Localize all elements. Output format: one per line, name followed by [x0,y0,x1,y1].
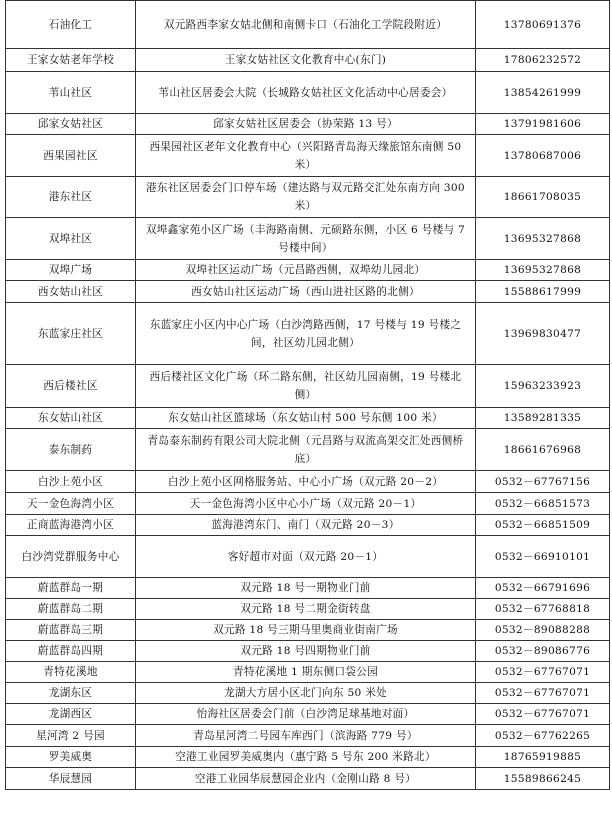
community-cell: 西女姑山社区 [6,281,136,303]
table-row [6,662,610,683]
location-cell: 双元路 18 号三期马里奥商业街南广场 [136,620,476,641]
table-row [6,49,610,72]
table-row [6,641,610,662]
community-cell: 龙湖东区 [6,683,136,704]
location-cell: 王家女姑社区文化教育中心(东门) [136,49,476,72]
location-cell: 西女姑山社区运动广场（西山进社区路的北侧） [136,281,476,303]
phone-cell: 13780691376 [476,1,610,49]
community-cell: 正商蓝海港湾小区 [6,515,136,536]
table-row [6,281,610,303]
table-row [6,747,610,768]
community-cell: 天一金色海湾小区 [6,493,136,515]
table-row [6,408,610,429]
phone-cell: 13695327868 [476,260,610,281]
community-cell: 青特花溪地 [6,662,136,683]
location-cell: 双元路 18 号二期金街转盘 [136,599,476,620]
phone-cell: 13854261999 [476,72,610,114]
community-cell: 泰东制药 [6,429,136,471]
location-cell: 苇山社区居委会大院（长城路女姑社区文化活动中心居委会） [136,72,476,114]
phone-cell: 13969830477 [476,303,610,365]
table-row [6,114,610,135]
community-cell: 星河湾 2 号园 [6,725,136,747]
location-cell: 西果园社区老年文化教育中心（兴阳路青岛海天缘旅馆东南侧 50 米） [136,135,476,177]
community-cell: 蔚蓝群岛二期 [6,599,136,620]
community-cell: 苇山社区 [6,72,136,114]
phone-cell: 13589281335 [476,408,610,429]
community-cell: 西后楼社区 [6,365,136,408]
phone-cell: 0532－67767071 [476,662,610,683]
community-cell: 白沙湾党群服务中心 [6,536,136,578]
phone-cell: 15588617999 [476,281,610,303]
community-cell: 蔚蓝群岛一期 [6,578,136,599]
location-cell: 东女姑山社区篮球场（东女姑山村 500 号东侧 100 米） [136,408,476,429]
table-row [6,177,610,218]
location-cell: 双埠鑫家苑小区广场（丰海路南侧、元硕路东侧，小区 6 号楼与 7 号楼中间） [136,218,476,260]
table-row [6,536,610,578]
table-row [6,429,610,471]
location-cell: 青特花溪地 1 期东侧口袋公园 [136,662,476,683]
phone-cell: 0532－66910101 [476,536,610,578]
location-cell: 青岛泰东制药有限公司大院北侧（元昌路与双流高架交汇处西侧桥底） [136,429,476,471]
table-row [6,303,610,365]
table-row [6,683,610,704]
table-row [6,471,610,493]
location-cell: 龙湖大方居小区北门向东 50 米处 [136,683,476,704]
table-row [6,365,610,408]
table-row [6,260,610,281]
location-cell: 双元路 18 号四期物业门前 [136,641,476,662]
phone-cell: 0532－66851509 [476,515,610,536]
location-cell: 双元路西李家女姑北侧和南侧卡口（石油化工学院段附近） [136,1,476,49]
community-cell: 港东社区 [6,177,136,218]
location-cell: 天一金色海湾小区中心小广场（双元路 20－1） [136,493,476,515]
site-table-body [6,1,610,790]
phone-cell: 13791981606 [476,114,610,135]
community-cell: 石油化工 [6,1,136,49]
community-cell: 华辰慧园 [6,768,136,790]
table-row [6,768,610,790]
phone-cell: 15589866245 [476,768,610,790]
table-row [6,135,610,177]
location-cell: 邱家女姑社区居委会（协荣路 13 号） [136,114,476,135]
phone-cell: 13780687006 [476,135,610,177]
location-cell: 西后楼社区文化广场（环二路东侧，社区幼儿园南侧，19 号楼北侧） [136,365,476,408]
community-cell: 王家女姑老年学校 [6,49,136,72]
table-row [6,1,610,49]
phone-cell: 0532－67767071 [476,704,610,725]
phone-cell: 0532－67768818 [476,599,610,620]
phone-cell: 18661676968 [476,429,610,471]
community-cell: 双埠广场 [6,260,136,281]
location-cell: 空港工业园华辰慧园企业内（金刚山路 8 号） [136,768,476,790]
phone-cell: 0532－67762265 [476,725,610,747]
community-cell: 龙湖西区 [6,704,136,725]
table-row [6,725,610,747]
location-cell: 空港工业园罗美威奥内（惠宁路 5 号东 200 米路北） [136,747,476,768]
site-table [5,0,610,790]
phone-cell: 17806232572 [476,49,610,72]
community-cell: 双埠社区 [6,218,136,260]
phone-cell: 0532－67767156 [476,471,610,493]
location-cell: 客好超市对面（双元路 20－1） [136,536,476,578]
location-cell: 双元路 18 号一期物业门前 [136,578,476,599]
location-cell: 青岛星河湾二号园车库西门（滨海路 779 号） [136,725,476,747]
community-cell: 蔚蓝群岛四期 [6,641,136,662]
location-cell: 双埠社区运动广场（元昌路西侧，双埠幼儿园北） [136,260,476,281]
phone-cell: 0532－67767071 [476,683,610,704]
phone-cell: 0532－89088288 [476,620,610,641]
community-cell: 邱家女姑社区 [6,114,136,135]
location-cell: 东蓝家庄小区内中心广场（白沙湾路西侧，17 号楼与 19 号楼之间，社区幼儿园北侧） [136,303,476,365]
community-cell: 东蓝家庄社区 [6,303,136,365]
community-cell: 白沙上苑小区 [6,471,136,493]
location-cell: 白沙上苑小区网格服务站、中心小广场（双元路 20－2） [136,471,476,493]
table-row [6,72,610,114]
phone-cell: 18661708035 [476,177,610,218]
table-row [6,578,610,599]
community-cell: 西果园社区 [6,135,136,177]
table-row [6,620,610,641]
phone-cell: 0532－66851573 [476,493,610,515]
community-cell: 蔚蓝群岛三期 [6,620,136,641]
phone-cell: 0532－89086776 [476,641,610,662]
table-row [6,704,610,725]
table-row [6,493,610,515]
location-cell: 港东社区居委会门口停车场（建达路与双元路交汇处东南方向 300 米） [136,177,476,218]
phone-cell: 13695327868 [476,218,610,260]
location-cell: 怡海社区居委会门前（白沙湾足球基地对面） [136,704,476,725]
phone-cell: 0532－66791696 [476,578,610,599]
phone-cell: 18765919885 [476,747,610,768]
table-row [6,515,610,536]
table-row [6,218,610,260]
phone-cell: 15963233923 [476,365,610,408]
table-row [6,599,610,620]
community-cell: 罗美威奥 [6,747,136,768]
community-cell: 东女姑山社区 [6,408,136,429]
location-cell: 蓝海港湾东门、南门（双元路 20－3） [136,515,476,536]
